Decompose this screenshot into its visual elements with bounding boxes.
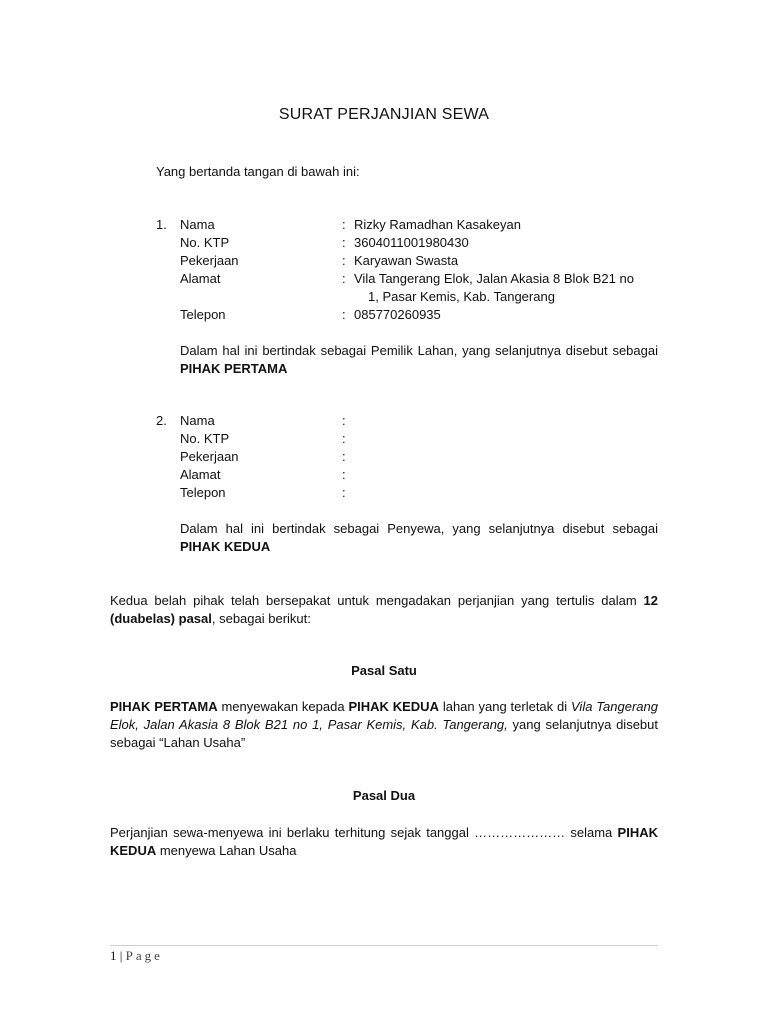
colon: :	[342, 217, 346, 232]
alamat-label: Alamat	[180, 271, 221, 286]
pasal-satu-bold-2: PIHAK KEDUA	[348, 699, 439, 714]
nama-label: Nama	[180, 217, 215, 232]
nama-label: Nama	[180, 413, 215, 428]
pasal-satu-heading: Pasal Satu	[351, 663, 417, 678]
party-two-role-bold: PIHAK KEDUA	[180, 539, 271, 554]
page-label: Page	[125, 948, 163, 963]
alamat-value-line2: 1, Pasar Kemis, Kab. Tangerang	[368, 289, 555, 304]
colon: :	[342, 467, 346, 482]
pekerjaan-label: Pekerjaan	[180, 449, 239, 464]
pasal-dua-heading: Pasal Dua	[352, 788, 416, 803]
colon: :	[342, 253, 346, 268]
colon: :	[342, 307, 346, 322]
alamat-value-line1: Vila Tangerang Elok, Jalan Akasia 8 Blok B21 no	[354, 271, 634, 286]
pekerjaan-label: Pekerjaan	[180, 253, 239, 268]
party-one-role-text: Dalam hal ini bertindak sebagai Pemilik Lahan, yang selanjutnya disebut sebagai	[180, 343, 658, 358]
agreement-paragraph	[110, 592, 658, 628]
colon: :	[342, 413, 346, 428]
colon: :	[342, 235, 346, 250]
footer-divider	[110, 945, 658, 946]
pasal-satu-bold-1: PIHAK PERTAMA	[110, 699, 218, 714]
alamat-label: Alamat	[180, 467, 221, 482]
ktp-value: 3604011001980430	[354, 235, 469, 250]
nama-value: Rizky Ramadhan Kasakeyan	[354, 217, 521, 232]
colon: :	[342, 271, 346, 286]
agreement-bold: 12 (duabelas) pasal	[110, 593, 658, 626]
party-one-number: 1.	[156, 217, 167, 232]
agreement-text-2: , sebagai berikut:	[211, 611, 311, 626]
colon: :	[342, 449, 346, 464]
ktp-label: No. KTP	[180, 235, 230, 250]
pasal-dua-text-1: Perjanjian sewa-menyewa ini berlaku terhitung sejak tanggal ………………… selama	[110, 825, 613, 840]
pasal-dua-paragraph	[110, 824, 658, 860]
pasal-satu-text-2: lahan yang terletak di	[438, 699, 571, 714]
colon: :	[342, 431, 346, 446]
page-number: 1	[110, 948, 117, 963]
party-two-role	[180, 520, 658, 556]
footer-separator: |	[116, 948, 126, 963]
telepon-label: Telepon	[180, 307, 226, 322]
pasal-dua-bold: PIHAK KEDUA	[110, 825, 658, 858]
party-one-role-bold: PIHAK PERTAMA	[180, 361, 288, 376]
pekerjaan-value: Karyawan Swasta	[354, 253, 459, 268]
pasal-satu-paragraph	[110, 698, 658, 752]
pasal-satu-italic: Vila Tangerang Elok, Jalan Akasia 8 Blok B21 no 1, Pasar Kemis, Kab. Tangerang,	[110, 699, 658, 732]
page-footer	[110, 948, 163, 964]
intro-text: Yang bertanda tangan di bawah ini:	[156, 164, 360, 179]
pasal-dua-text-2: menyewa Lahan Usaha	[156, 843, 297, 858]
pasal-satu-text-1: menyewakan kepada	[217, 699, 349, 714]
party-two-role-text: Dalam hal ini bertindak sebagai Penyewa, yang selanjutnya disebut sebagai	[180, 521, 658, 536]
telepon-label: Telepon	[180, 485, 226, 500]
pasal-satu-text-3: yang selanjutnya disebut sebagai “Lahan Usaha”	[110, 717, 658, 750]
agreement-text-1: Kedua belah pihak telah bersepakat untuk mengadakan perjanjian yang tertulis dalam	[110, 593, 637, 608]
telepon-value: 085770260935	[354, 307, 441, 322]
ktp-label: No. KTP	[180, 431, 230, 446]
document-title: SURAT PERJANJIAN SEWA	[278, 106, 490, 123]
party-two-number: 2.	[156, 413, 167, 428]
colon: :	[342, 485, 346, 500]
party-one-role	[180, 342, 658, 378]
